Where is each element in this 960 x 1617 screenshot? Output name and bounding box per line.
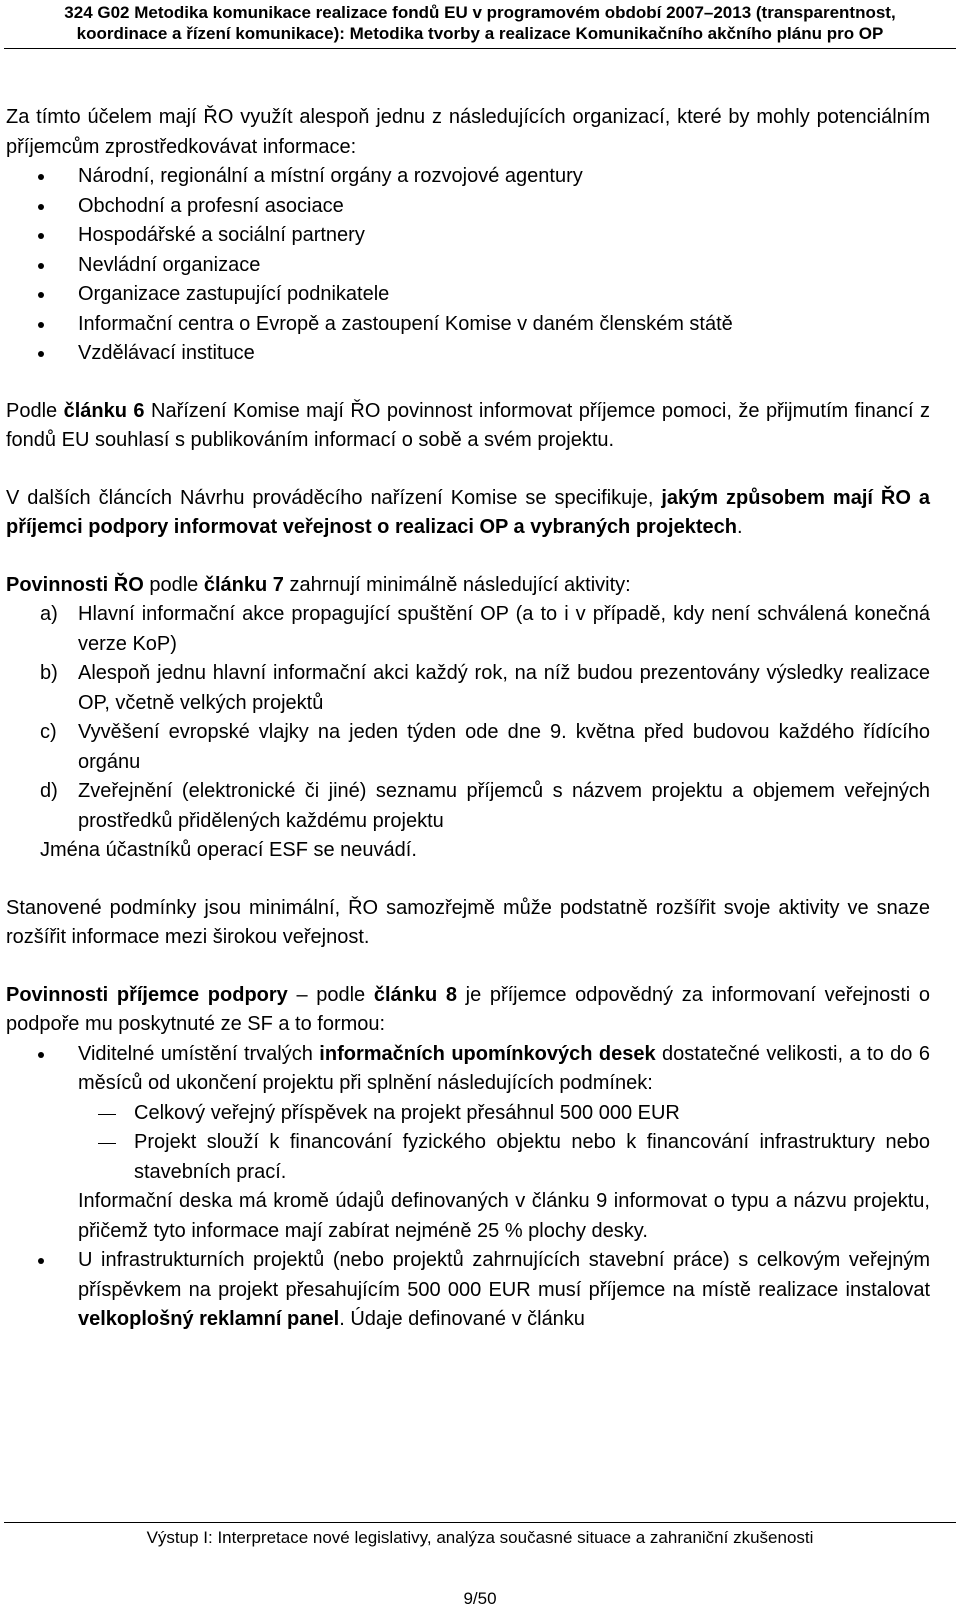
bold-text: článku 8 [373, 983, 457, 1006]
bold-text: článku 7 [203, 573, 284, 596]
article-6-paragraph [6, 397, 930, 456]
bold-text: Povinnosti příjemce podpory [6, 983, 288, 1006]
esf-note: Jména účastníků operací ESF se neuvádí. [40, 839, 417, 861]
item-label: d) [40, 780, 58, 802]
beneficiary-obligations-list [6, 1040, 930, 1335]
page-body [6, 103, 930, 1335]
text-run: . [736, 516, 743, 538]
list-item: Vzdělávací instituce [6, 339, 930, 369]
list-item: Organizace zastupující podnikatele [6, 280, 930, 310]
list-item: Informační centra o Evropě a zastoupení Komise v daném členském státě [6, 310, 930, 340]
item-text [78, 1246, 930, 1335]
text-run: dostatečné velikosti, a to do 6 měsíců od ukončení projektu při splnění následujících podmínek: [78, 1042, 930, 1094]
list-item: Hospodářské a sociální partnery [6, 221, 930, 251]
page-number: 9/50 [463, 1589, 497, 1608]
list-item: Nevládní organizace [6, 251, 930, 281]
text-run: Podle [6, 399, 64, 422]
list-item: Národní, regionální a místní orgány a rozvojové agentury [6, 162, 930, 192]
header-line-1: 324 G02 Metodika komunikace realizace fondů EU v programovém období 2007–2013 (transparentnost, [64, 3, 896, 22]
info-board-note: Informační deska má kromě údajů definovaných v článku 9 informovat o typu a názvu projektu, přičemž tyto informace mají zabírat nejméně 25 % plochy desky. [78, 1190, 930, 1242]
list-item [40, 600, 930, 659]
text-run: V dalších článcích Návrhu prováděcího nařízení Komise se specifikuje, [6, 486, 662, 509]
list-item: Projekt slouží k financování fyzického objektu nebo k financování infrastruktury nebo stavebních prací. [78, 1128, 930, 1187]
intro-paragraph: Za tímto účelem mají ŘO využít alespoň jednu z následujících organizací, které by mohly potenciálním příjemcům zprostředkovávat informace: [6, 106, 930, 158]
text-run: podle [143, 573, 204, 596]
list-item [40, 659, 930, 718]
item-text: Vyvěšení evropské vlajky na jeden týden ode dne 9. května před budovou každého řídícího orgánu [78, 721, 930, 773]
text-run: zahrnují minimálně následující aktivity: [283, 573, 631, 596]
conditions-list [78, 1099, 930, 1188]
implementing-regulation-paragraph [6, 484, 930, 543]
minimum-conditions-paragraph: Stanovené podmínky jsou minimální, ŘO samozřejmě může podstatně rozšířit svoje aktivity ve snaze rozšířit informace mezi širokou veřejnost. [6, 896, 930, 948]
text-run: je příjemce odpovědný za informovaní veřejnosti o podpoře mu poskytnuté ze SF a to formou: [6, 983, 930, 1035]
text-run: Nařízení Komise mají ŘO povinnost informovat příjemce pomoci, že přijmutím financí z fondů EU souhlasí s publikováním informací o sobě a svém projektu. [6, 399, 930, 451]
text-run: U infrastrukturních projektů (nebo projektů zahrnujících stavební práce) s celkovým veřejným příspěvkem na projekt přesahujícím 500 000 EUR musí příjemce na místě realizace instalovat [78, 1249, 930, 1301]
header-line-2: koordinace a řízení komunikace): Metodika tvorby a realizace Komunikačního akčního plánu pro OP [76, 24, 884, 43]
item-label: a) [40, 603, 58, 625]
list-item: Celkový veřejný příspěvek na projekt přesáhnul 500 000 EUR [78, 1099, 930, 1129]
header-divider [4, 48, 956, 49]
text-run: – podle [287, 983, 374, 1006]
item-text [78, 1040, 930, 1099]
footer-divider [4, 1522, 956, 1523]
bold-text: informačních upomínkových desek [319, 1042, 656, 1065]
article-8-paragraph [6, 981, 930, 1040]
bold-text: Povinnosti ŘO [6, 573, 144, 596]
organizations-list [6, 162, 930, 369]
text-run: . Údaje definované v článku [339, 1308, 585, 1330]
bold-text: velkoplošný reklamní panel [78, 1308, 340, 1330]
item-label: c) [40, 721, 57, 743]
item-text: Alespoň jednu hlavní informační akci každý rok, na níž budou prezentovány výsledky realizace OP, včetně velkých projektů [78, 662, 930, 714]
list-item [6, 1040, 930, 1247]
bold-text: jakým způsobem mají ŘO a příjemci podpory informovat veřejnost o realizaci OP a vybraných projektech [6, 486, 930, 538]
item-text: Zveřejnění (elektronické či jiné) seznamu příjemců s názvem projektu a objemem veřejných prostředků přidělených každému projektu [78, 780, 930, 832]
item-label: b) [40, 662, 58, 684]
page-header [0, 2, 960, 44]
bold-text: článku 6 [63, 399, 145, 422]
list-item [40, 718, 930, 777]
list-item: Obchodní a profesní asociace [6, 192, 930, 222]
list-item [6, 1246, 930, 1335]
activities-list [6, 600, 930, 836]
list-item [40, 777, 930, 836]
item-text: Hlavní informační akce propagující spuštění OP (a to i v případě, kdy není schválená konečná verze KoP) [78, 603, 930, 655]
article-7-paragraph [6, 571, 930, 601]
text-run: Viditelné umístění trvalých [78, 1042, 320, 1065]
page-footer: Výstup I: Interpretace nové legislativy, analýza současné situace a zahraniční zkušenosti [146, 1528, 814, 1547]
